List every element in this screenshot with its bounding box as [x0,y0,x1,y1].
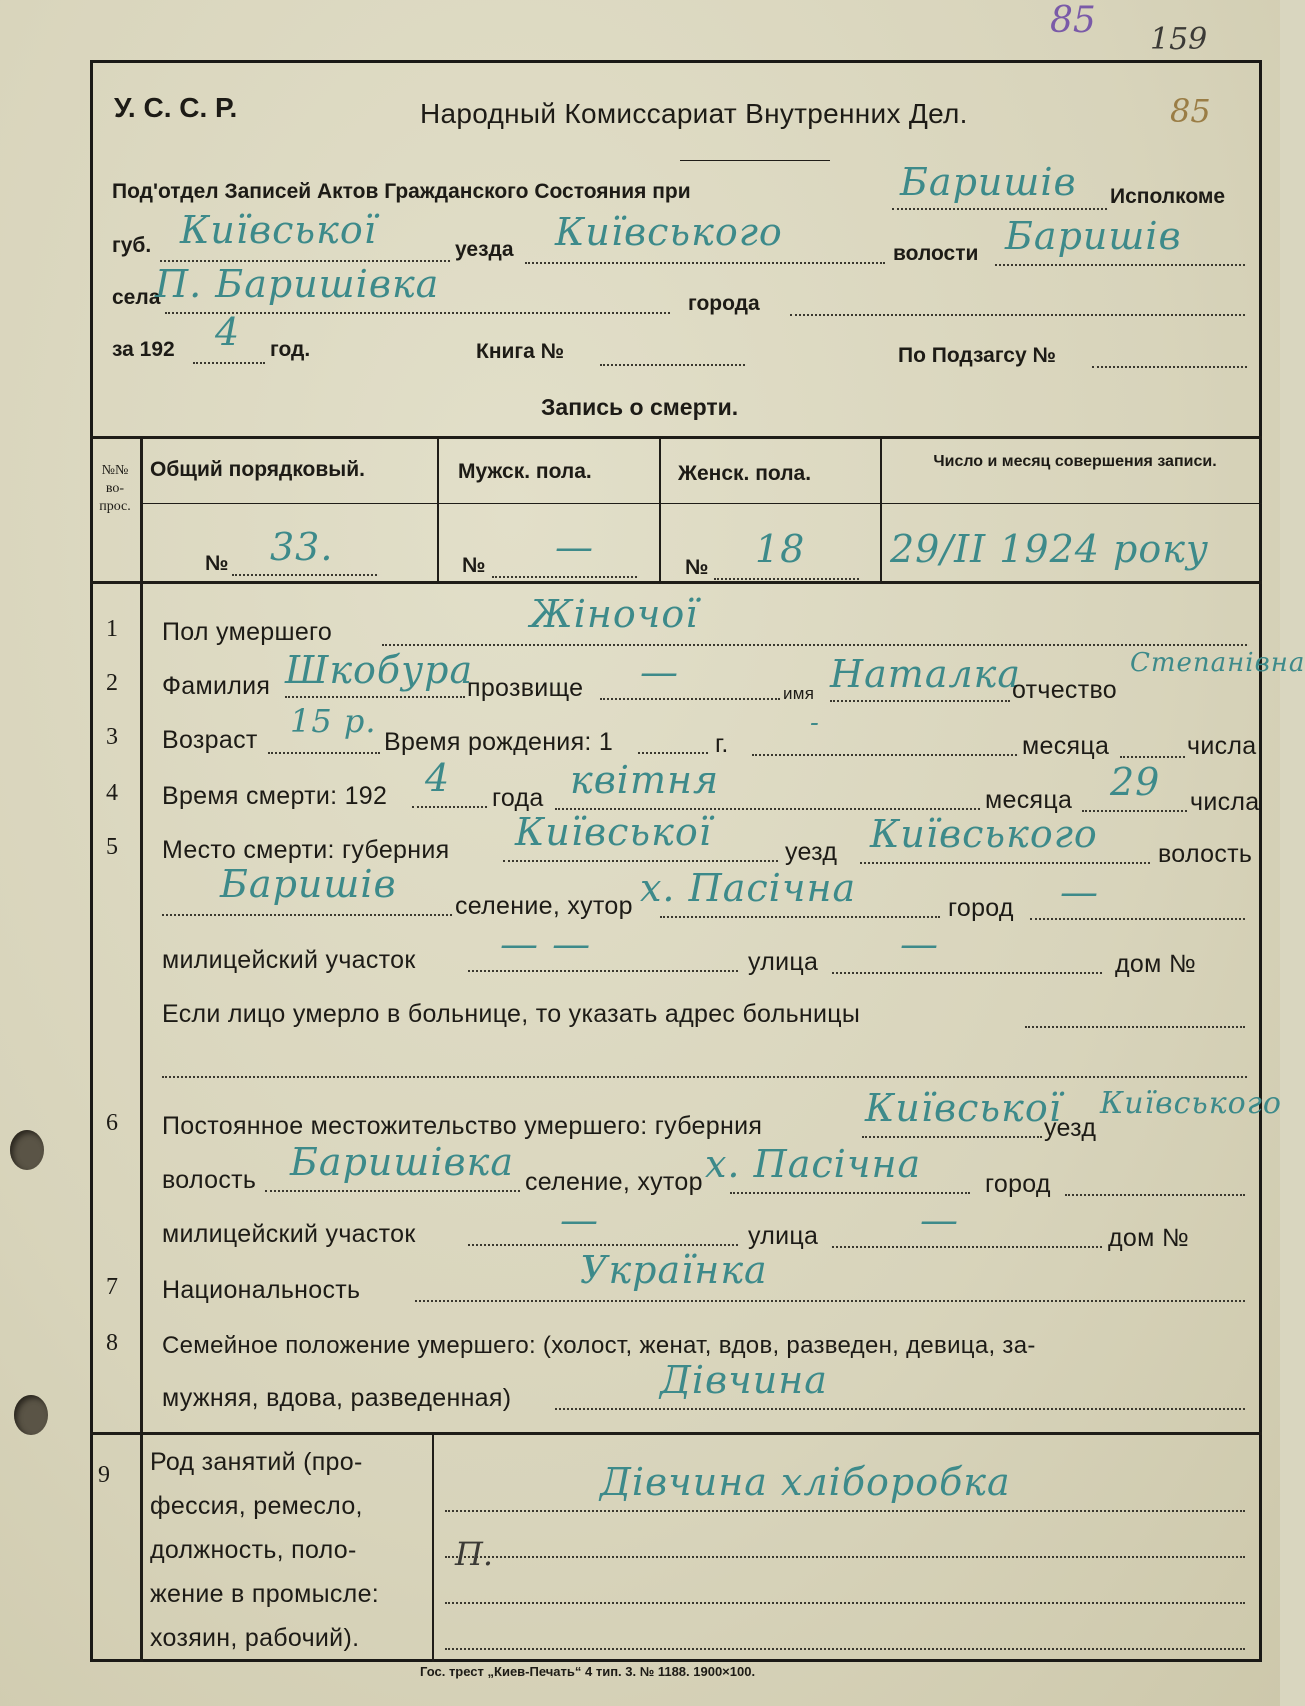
first-name-value: Наталка [830,652,1022,696]
death-selenie-value: х. Пасічна [640,866,857,910]
row-num-9: 9 [98,1462,110,1488]
death-gorod-label: город [948,894,1014,922]
death-milic-label: милицейский участок [162,946,416,974]
male-header: Мужск. пола. [458,460,592,483]
za-label: за 192 [112,338,175,361]
ussr-label: У. С. С. Р. [114,92,238,123]
residence-milic-value: — [560,1198,599,1242]
female-number-value: 18 [755,527,806,571]
volost-value: Баришів [1005,214,1182,258]
punch-hole-upper [10,1130,44,1170]
occupation-label-4: жение в промысле: [150,1580,380,1608]
residence-label: Постоянное местожительство умершего: губерния [162,1112,763,1140]
row-num-3: 3 [106,724,118,750]
death-volost-label: волость [1158,840,1253,868]
residence-dom-label: дом № [1108,1224,1189,1252]
death-time-label: Время смерти: 192 [162,782,388,810]
birth-month-value: - [810,708,820,738]
gorod-label: города [688,292,760,315]
patronymic-value: Степанівна [1130,648,1305,678]
subdept-suffix: Исполкоме [1110,185,1226,208]
residence-gorod-label: город [985,1170,1051,1198]
commissariat-title: Народный Комиссариат Внутренних Дел. [420,98,968,129]
death-gorod-value: — [1060,870,1099,914]
date-header: Число и месяц совершения записи. [933,453,1217,470]
row-num-6: 6 [106,1110,118,1136]
death-ulica-value: — [900,922,939,966]
record-title: Запись о смерти. [541,394,739,420]
uezd-value: Київського [555,210,783,254]
marital-label-line2: мужняя, вдова, разведенная) [162,1384,512,1412]
age-value: 15 р. [290,702,377,740]
podzagsu-label: По Подзагсу № [898,344,1056,367]
general-number-value: 33. [270,525,334,569]
death-place-label: Место смерти: губерния [162,836,450,864]
row-num-4: 4 [106,780,118,806]
nickname-value: — [640,650,679,694]
row-num-7: 7 [106,1274,118,1300]
residence-selenie-label: селение, хутор [525,1168,703,1196]
nationality-value: Українка [580,1248,768,1292]
birth-label: Время рождения: 1 [384,728,614,756]
female-no-label: № [685,556,709,579]
birth-year-g: г. [715,730,729,758]
selo-value: П. Баришівка [155,262,440,306]
death-dom-label: дом № [1115,950,1196,978]
gub-value: Київської [180,208,377,252]
death-day-label: числа [1190,788,1260,816]
punch-hole-lower [14,1395,48,1435]
death-milic-value: — — [500,922,592,966]
year-value: 4 [215,310,241,354]
residence-uezd-value: Київського [1100,1086,1282,1121]
death-uezd-label: уезд [785,838,838,866]
residence-volost-value: Баришівка [290,1140,514,1184]
death-ulica-label: улица [748,948,819,976]
right-handwritten-mark: 85 [1170,92,1211,130]
death-volost-value: Баришів [220,862,397,906]
god-label: год. [270,338,311,361]
residence-gub-value: Київської [865,1086,1062,1130]
page-number: 159 [1150,22,1208,57]
selo-label: села [112,286,161,309]
occupation-label-5: хозяин, рабочий). [150,1624,360,1652]
printer-footer: Гос. трест „Киев-Печать“ 4 тип. 3. № 1188. 1900×100. [420,1664,756,1679]
surname-label: Фамилия [162,672,271,700]
occupation-label-2: фессия, ремесло, [150,1492,363,1520]
uezd-label: уезда [455,238,514,261]
nationality-label: Национальность [162,1276,361,1304]
record-date-value: 29/ІІ 1924 року [890,527,1209,571]
general-number-header: Общий порядковый. [150,458,365,481]
pencil-mark: П. [455,1535,494,1573]
birth-day-label: числа [1187,732,1257,760]
male-no-label: № [462,554,486,577]
death-month-value: квітня [570,758,720,802]
female-header: Женск. пола. [678,462,812,485]
subdept-value: Баришів [900,160,1077,204]
death-year-label: года [492,784,544,812]
row-num-5: 5 [106,834,118,860]
death-selenie-label: селение, хутор [455,892,633,920]
death-uezd-value: Київського [870,812,1098,856]
death-month-label: месяца [985,786,1073,814]
question-number-header: №№ во- прос. [99,463,131,514]
male-number-value: — [555,525,594,569]
residence-ulica-value: — [920,1198,959,1242]
residence-uezd-label: уезд [1044,1114,1097,1142]
death-year-value: 4 [425,756,451,800]
patronymic-label: отчество [1012,676,1117,704]
kniga-label: Книга № [476,340,565,363]
death-day-value: 29 [1110,760,1161,804]
age-label: Возраст [162,726,258,754]
subdept-prefix: Под'отдел Записей Актов Гражданского Состояния при [112,180,691,203]
header-rule [680,160,830,161]
residence-selenie-value: х. Пасічна [705,1142,922,1186]
occupation-value: Дівчина хліборобка [600,1460,1011,1504]
death-gub-value: Київської [515,810,712,854]
row-num-2: 2 [106,670,118,696]
residence-volost-label: волость [162,1166,257,1194]
row-num-8: 8 [106,1330,118,1356]
occupation-label-3: должность, поло- [150,1536,357,1564]
marital-label-line1: Семейное положение умершего: (холост, женат, вдов, разведен, девица, за- [162,1332,1036,1359]
general-no-label: № [205,552,229,575]
marital-value: Дівчина [660,1358,828,1402]
nickname-label: прозвище [467,674,584,702]
birth-month-label: месяца [1022,732,1110,760]
residence-ulica-label: улица [748,1222,819,1250]
occupation-label-1: Род занятий (про- [150,1448,363,1476]
sex-label: Пол умершего [162,618,333,646]
gub-label: губ. [112,234,152,257]
surname-value: Шкобура [285,648,474,692]
volost-label: волости [893,242,979,265]
residence-milic-label: милицейский участок [162,1220,416,1248]
sex-value: Жіночої [530,592,699,636]
hospital-label: Если лицо умерло в больнице, то указать адрес больницы [162,1000,861,1028]
first-name-label: имя [783,684,815,703]
top-handwritten-mark: 85 [1050,0,1096,41]
row-num-1: 1 [106,616,118,642]
